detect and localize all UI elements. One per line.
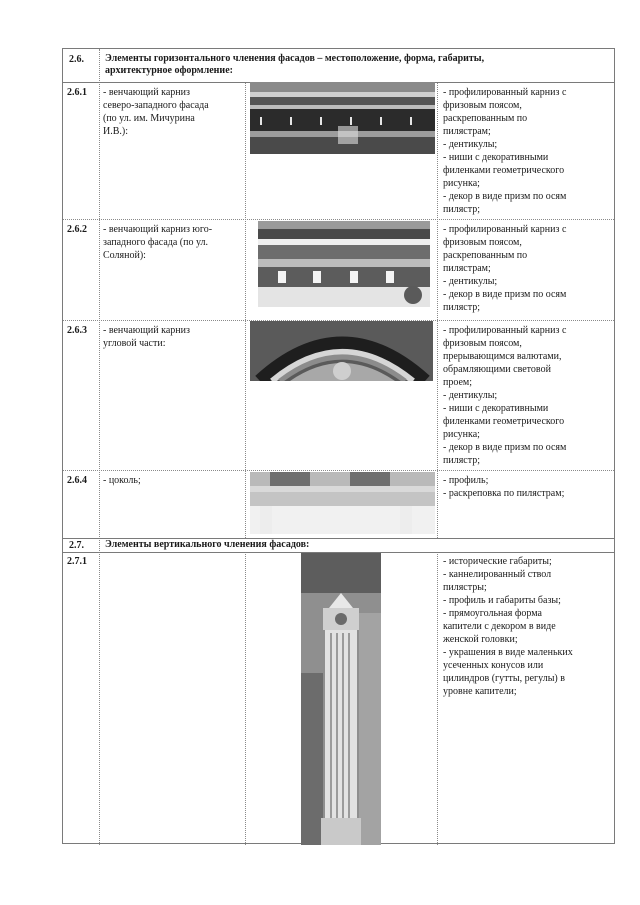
cornice-photo — [250, 82, 435, 154]
row-description: - профилированный карниз с фризовым поясом, раскрепованным по пилястрам; - дентикулы; - декор в виде призм по осям пилястр; — [443, 224, 567, 313]
pilaster-photo — [301, 553, 381, 845]
row-number: 2.7.1 — [67, 556, 87, 567]
row-description: - профилированный карниз с фризовым поясом, прерывающимся валютами, обрамляющими световой проем; - дентикулы; - ниши с декоративными филенками геометрического рисунка; - декор в виде призм по осям пилястр; — [443, 325, 567, 466]
row-number: 2.6.2 — [67, 224, 87, 235]
row-divider — [63, 219, 614, 220]
architecture-table — [62, 48, 615, 844]
row-location: - венчающий карниз северо-западного фасада (по ул. им. Мичурина И.В.): — [103, 87, 209, 137]
plinth-photo — [250, 472, 435, 534]
column-divider — [437, 552, 438, 845]
cornice-photo — [258, 221, 430, 307]
arch-photo — [250, 321, 433, 381]
row-divider — [63, 470, 614, 471]
row-location: - венчающий карниз юго- западного фасада (по ул. Соляной): — [103, 224, 213, 261]
column-divider — [99, 49, 100, 845]
section-number: 2.7. — [69, 540, 84, 551]
row-description: - профилированный карниз с фризовым поясом, раскрепованным по пилястрам; - дентикулы; - ниши с декоративными филенками геометрического рисунка; - декор в виде призм по осям пилястр; — [443, 87, 567, 215]
row-number: 2.6.4 — [67, 475, 87, 486]
row-description: - профиль; - раскреповка по пилястрам; — [443, 475, 565, 499]
row-number: 2.6.1 — [67, 87, 87, 98]
section-number: 2.6. — [69, 54, 84, 65]
section-title: Элементы вертикального членения фасадов: — [105, 539, 310, 550]
row-location: - цоколь; — [103, 475, 141, 486]
section-title: Элементы горизонтального членения фасадов – местоположение, форма, габариты, архитектурное оформление: — [105, 53, 485, 76]
column-divider — [245, 552, 246, 845]
row-location: - венчающий карниз угловой части: — [103, 325, 190, 349]
row-description: - исторические габариты; - каннелированный ствол пилястры; - профиль и габариты базы; - прямоугольная форма капители с декором в виде женской головки; - украшения в виде маленьких усеченных конусов или цилиндров (гутты, регулы) в уровне капители; — [443, 556, 573, 697]
row-number: 2.6.3 — [67, 325, 87, 336]
